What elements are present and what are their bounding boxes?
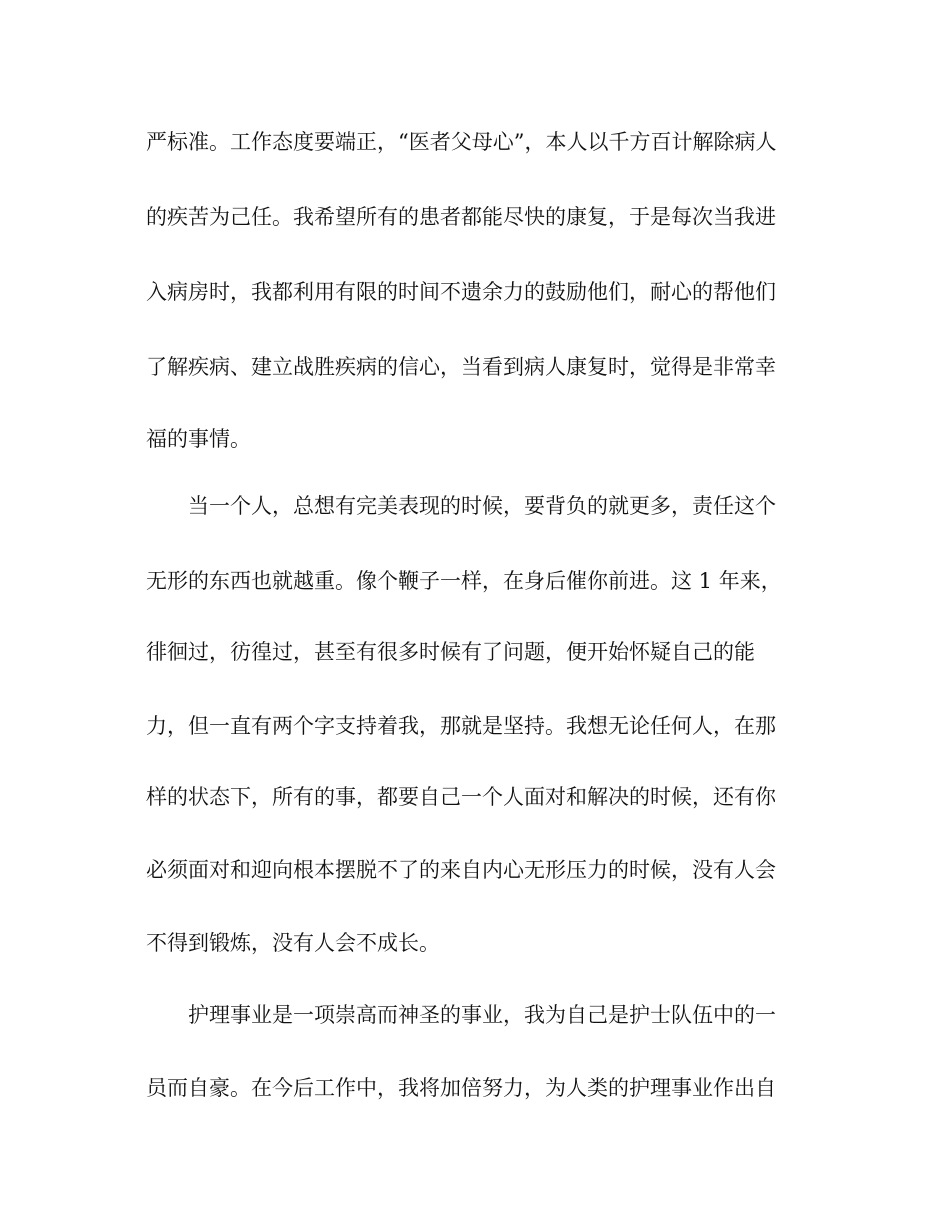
text-line: 必须面对和迎向根本摆脱不了的来自内心无形压力的时候，没有人会 bbox=[146, 858, 776, 882]
text-line: 员而自豪。在今后工作中，我将加倍努力，为人类的护理事业作出自 bbox=[146, 1076, 776, 1100]
text-line: 的疾苦为己任。我希望所有的患者都能尽快的康复，于是每次当我进 bbox=[146, 205, 776, 229]
text-line: 不得到锻炼，没有人会不成长。 bbox=[146, 931, 440, 955]
text-line: 了解疾病、建立战胜疾病的信心，当看到病人康复时，觉得是非常幸 bbox=[146, 355, 776, 379]
text-line: 严标准。工作态度要端正，“医者父母心”，本人以千方百计解除病人 bbox=[146, 130, 777, 154]
text-line: 无形的东西也就越重。像个鞭子一样，在身后催你前进。这 1 年来， bbox=[146, 569, 782, 593]
text-line: 徘徊过，彷徨过，甚至有很多时候有了问题，便开始怀疑自己的能 bbox=[146, 640, 755, 664]
paragraph-start-line: 当一个人，总想有完美表现的时候，要背负的就更多，责任这个 bbox=[188, 494, 776, 518]
paragraph-start-line: 护理事业是一项崇高而神圣的事业，我为自己是护士队伍中的一 bbox=[188, 1003, 776, 1027]
text-line: 样的状态下，所有的事，都要自己一个人面对和解决的时候，还有你 bbox=[146, 785, 776, 809]
text-line: 福的事情。 bbox=[146, 427, 251, 451]
text-line: 力，但一直有两个字支持着我，那就是坚持。我想无论任何人，在那 bbox=[146, 714, 776, 738]
text-line: 入病房时，我都利用有限的时间不遗余力的鼓励他们，耐心的帮他们 bbox=[146, 280, 776, 304]
